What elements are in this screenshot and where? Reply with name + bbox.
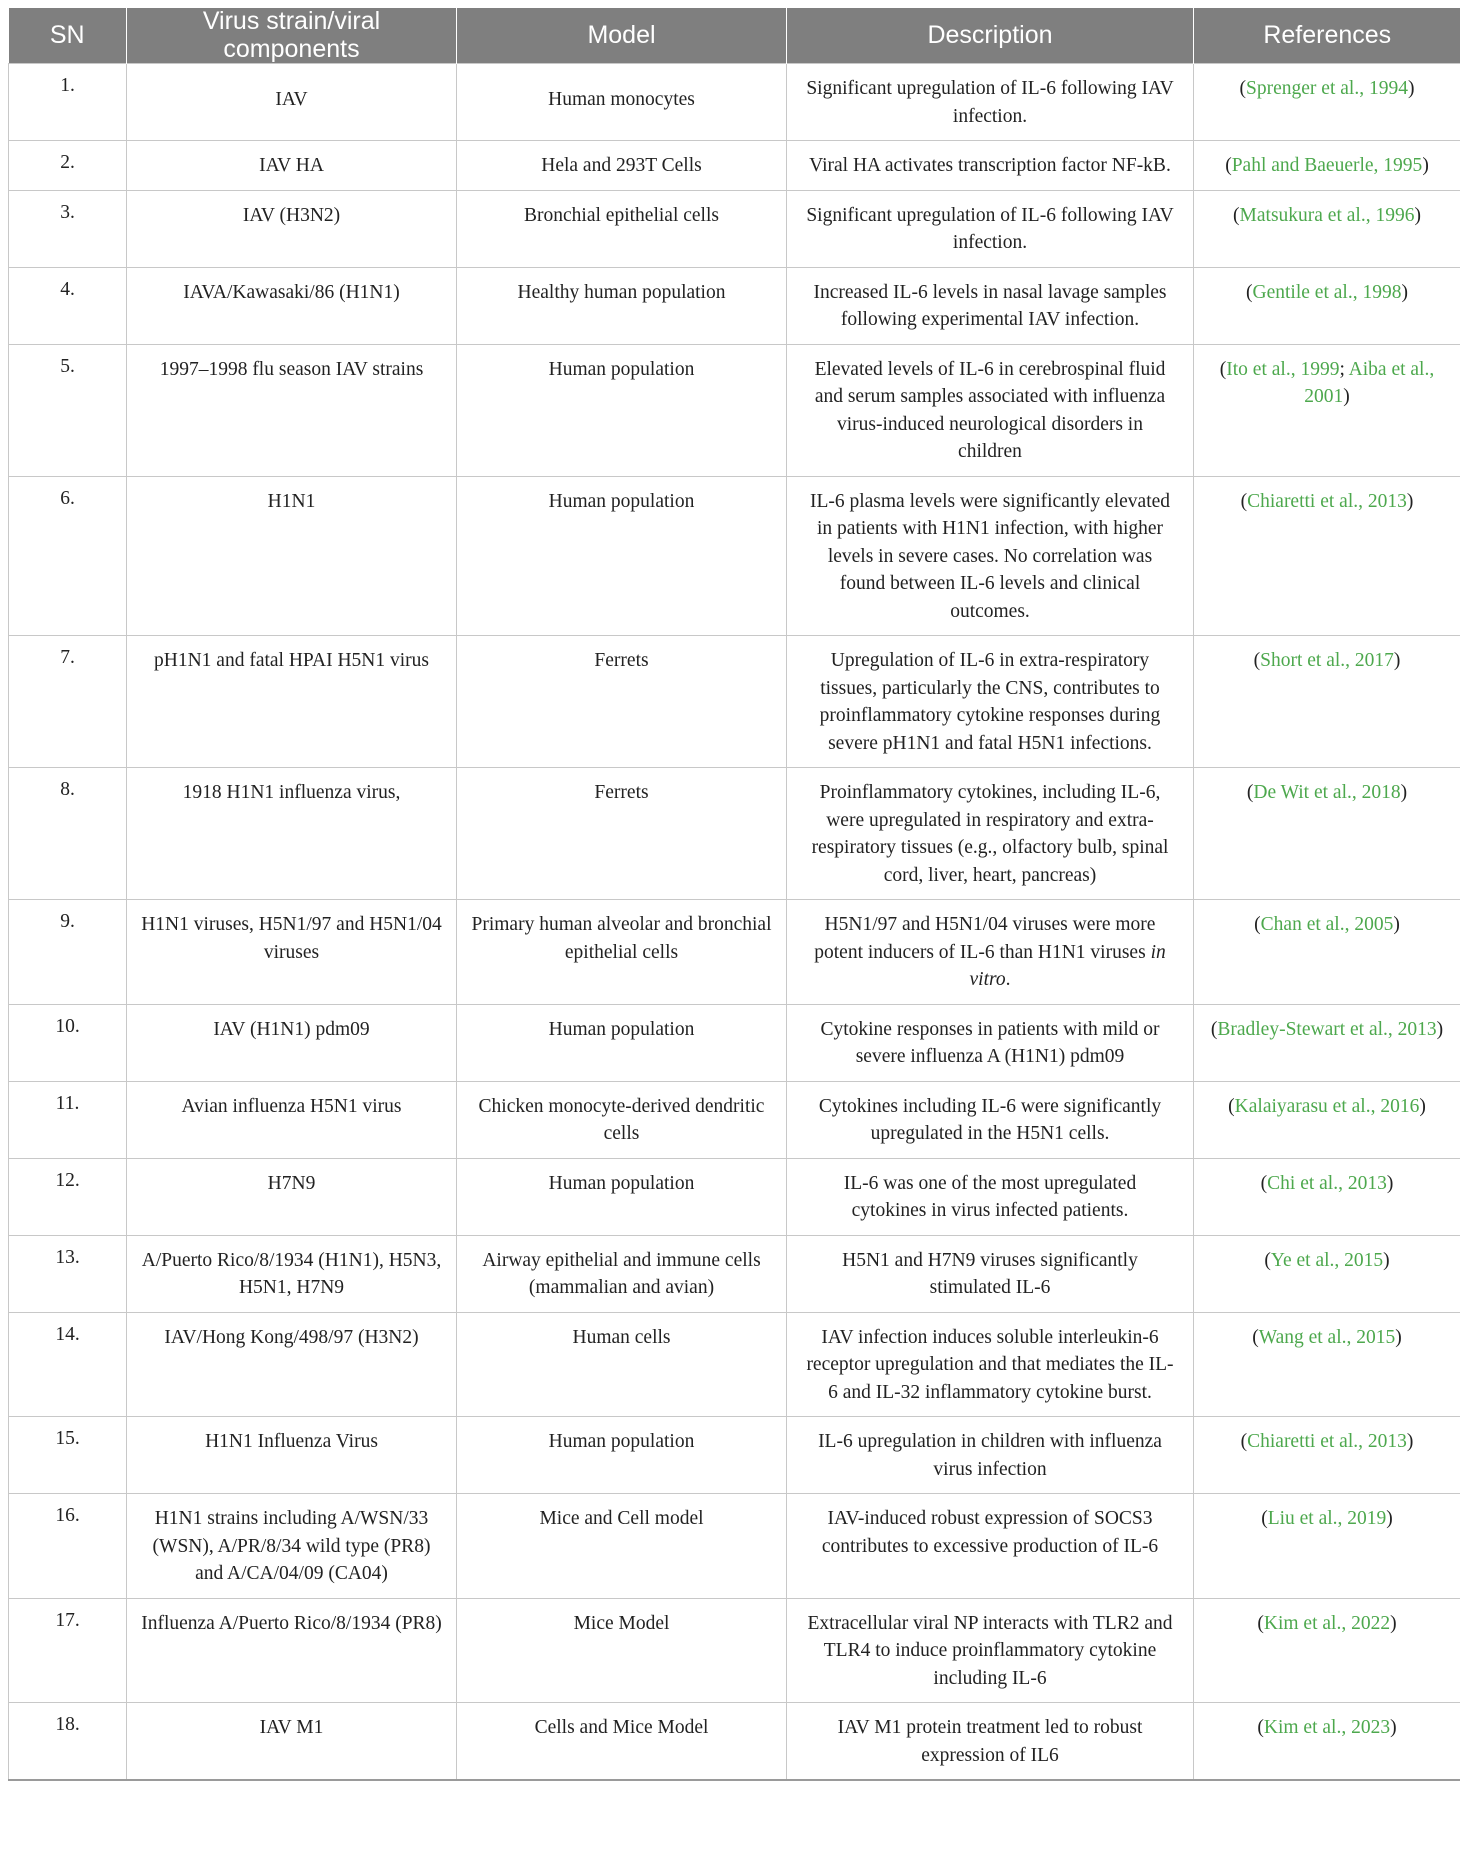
sn-cell: 5. bbox=[9, 344, 127, 476]
model-cell: Human population bbox=[457, 476, 787, 636]
table-container bbox=[8, 8, 1460, 1781]
description-cell bbox=[787, 1417, 1194, 1494]
reference-cell: (Chiaretti et al., 2013) bbox=[1194, 476, 1460, 636]
reference-cell: (Kalaiyarasu et al., 2016) bbox=[1194, 1081, 1460, 1158]
reference-cell: (Chi et al., 2013) bbox=[1194, 1158, 1460, 1235]
description-text: IAV-induced robust expression of SOCS3 contributes to excessive production of IL-6 bbox=[821, 1508, 1159, 1557]
reference-cell: (Pahl and Baeuerle, 1995) bbox=[1194, 141, 1460, 191]
model-cell: Hela and 293T Cells bbox=[457, 141, 787, 191]
model-cell: Human population bbox=[457, 1417, 787, 1494]
reference-link[interactable]: Ito et al., 1999 bbox=[1226, 358, 1340, 380]
reference-cell: (Short et al., 2017) bbox=[1194, 636, 1460, 768]
virus-cell: H7N9 bbox=[127, 1158, 457, 1235]
reference-cell: (Bradley-Stewart et al., 2013) bbox=[1194, 1004, 1460, 1081]
description-italic: in vitro bbox=[969, 941, 1166, 990]
header-virus-strain: Virus strain/viral components bbox=[127, 8, 457, 64]
reference-cell: (Ye et al., 2015) bbox=[1194, 1235, 1460, 1312]
model-cell: Ferrets bbox=[457, 768, 787, 900]
virus-cell: H1N1 strains including A/WSN/33 (WSN), A/PR/8/34 wild type (PR8) and A/CA/04/09 (CA04) bbox=[127, 1494, 457, 1599]
table-row bbox=[9, 1004, 1460, 1081]
reference-link[interactable]: Pahl and Baeuerle, 1995 bbox=[1231, 155, 1423, 176]
table-row bbox=[9, 1417, 1460, 1494]
sn-cell: 2. bbox=[9, 141, 127, 191]
reference-cell: (De Wit et al., 2018) bbox=[1194, 768, 1460, 900]
virus-cell: Avian influenza H5N1 virus bbox=[127, 1081, 457, 1158]
description-text: H5N1 and H7N9 viruses significantly stimulated IL-6 bbox=[842, 1249, 1138, 1298]
reference-link[interactable]: Wang et al., 2015 bbox=[1258, 1326, 1396, 1348]
virus-cell: A/Puerto Rico/8/1934 (H1N1), H5N3, H5N1, H7N9 bbox=[127, 1235, 457, 1312]
description-text: Cytokine responses in patients with mild or severe influenza A (H1N1) pdm09 bbox=[820, 1018, 1160, 1067]
description-cell bbox=[787, 1081, 1194, 1158]
model-cell: Human population bbox=[457, 1158, 787, 1235]
table-body bbox=[9, 64, 1460, 1781]
sn-cell: 12. bbox=[9, 1158, 127, 1235]
reference-link[interactable]: Kalaiyarasu et al., 2016 bbox=[1234, 1095, 1420, 1117]
description-cell bbox=[787, 636, 1194, 768]
header-sn: SN bbox=[9, 8, 127, 64]
description-cell bbox=[787, 900, 1194, 1005]
sn-cell: 18. bbox=[9, 1703, 127, 1781]
table-row bbox=[9, 1081, 1460, 1158]
table-header bbox=[9, 8, 1460, 64]
virus-cell: IAV M1 bbox=[127, 1703, 457, 1781]
sn-cell: 13. bbox=[9, 1235, 127, 1312]
model-cell: Human population bbox=[457, 344, 787, 476]
description-cell bbox=[787, 476, 1194, 636]
reference-cell: (Kim et al., 2022) bbox=[1194, 1598, 1460, 1703]
description-cell bbox=[787, 1004, 1194, 1081]
model-cell: Bronchial epithelial cells bbox=[457, 190, 787, 267]
reference-link[interactable]: Matsukura et al., 1996 bbox=[1239, 204, 1415, 226]
table-row bbox=[9, 636, 1460, 768]
reference-cell: (Chiaretti et al., 2013) bbox=[1194, 1417, 1460, 1494]
sn-cell: 17. bbox=[9, 1598, 127, 1703]
virus-cell: H1N1 Influenza Virus bbox=[127, 1417, 457, 1494]
reference-link[interactable]: Aiba et al., 2001 bbox=[1304, 358, 1435, 407]
model-cell: Ferrets bbox=[457, 636, 787, 768]
description-text: H5N1/97 and H5N1/04 viruses were more potent inducers of IL-6 than H1N1 viruses bbox=[814, 914, 1156, 963]
table-row bbox=[9, 1598, 1460, 1703]
header-description: Description bbox=[787, 8, 1194, 64]
table-row bbox=[9, 768, 1460, 900]
description-text: Elevated levels of IL-6 in cerebrospinal fluid and serum samples associated with influenza virus-induced neurological disorders in children bbox=[814, 358, 1166, 462]
table-row bbox=[9, 900, 1460, 1005]
reference-link[interactable]: Kim et al., 2022 bbox=[1263, 1612, 1391, 1634]
sn-cell: 8. bbox=[9, 768, 127, 900]
description-text: Significant upregulation of IL-6 following IAV infection. bbox=[806, 204, 1174, 253]
header-row bbox=[9, 8, 1460, 64]
table-row bbox=[9, 1494, 1460, 1599]
description-cell bbox=[787, 1598, 1194, 1703]
virus-cell: IAV HA bbox=[127, 141, 457, 191]
reference-link[interactable]: Chiaretti et al., 2013 bbox=[1247, 490, 1407, 512]
table-row bbox=[9, 190, 1460, 267]
model-cell: Human cells bbox=[457, 1312, 787, 1417]
model-cell: Human population bbox=[457, 1004, 787, 1081]
reference-cell: (Kim et al., 2023) bbox=[1194, 1703, 1460, 1781]
table-row bbox=[9, 1235, 1460, 1312]
data-table bbox=[8, 8, 1460, 1781]
description-cell bbox=[787, 141, 1194, 191]
description-cell bbox=[787, 190, 1194, 267]
reference-link[interactable]: Sprenger et al., 1994 bbox=[1246, 78, 1408, 99]
sn-cell: 6. bbox=[9, 476, 127, 636]
sn-cell: 16. bbox=[9, 1494, 127, 1599]
model-cell: Mice and Cell model bbox=[457, 1494, 787, 1599]
description-text: Cytokines including IL-6 were significantly upregulated in the H5N1 cells. bbox=[818, 1095, 1162, 1144]
reference-link[interactable]: Bradley-Stewart et al., 2013 bbox=[1217, 1018, 1437, 1040]
description-text: Upregulation of IL-6 in extra-respiratory tissues, particularly the CNS, contributes to proinflammatory cytokine responses during severe pH1N1 and fatal H5N1 infections. bbox=[819, 650, 1161, 754]
virus-cell: 1918 H1N1 influenza virus, bbox=[127, 768, 457, 900]
description-end: . bbox=[1005, 969, 1011, 990]
description-text: IAV M1 protein treatment led to robust expression of IL6 bbox=[837, 1717, 1143, 1766]
reference-cell: (Liu et al., 2019) bbox=[1194, 1494, 1460, 1599]
reference-cell: (Sprenger et al., 1994) bbox=[1194, 64, 1460, 141]
reference-link[interactable]: Ye et al., 2015 bbox=[1270, 1249, 1384, 1271]
model-cell: Healthy human population bbox=[457, 267, 787, 344]
virus-cell: pH1N1 and fatal HPAI H5N1 virus bbox=[127, 636, 457, 768]
virus-cell: IAV (H1N1) pdm09 bbox=[127, 1004, 457, 1081]
description-text: IL-6 was one of the most upregulated cytokines in virus infected patients. bbox=[843, 1172, 1137, 1221]
description-text: Significant upregulation of IL-6 following IAV infection. bbox=[806, 78, 1174, 127]
virus-cell: Influenza A/Puerto Rico/8/1934 (PR8) bbox=[127, 1598, 457, 1703]
table-row bbox=[9, 476, 1460, 636]
virus-cell: IAVA/Kawasaki/86 (H1N1) bbox=[127, 267, 457, 344]
sn-cell: 4. bbox=[9, 267, 127, 344]
description-text: IAV infection induces soluble interleukin-6 receptor upregulation and that mediates the IL-6 and IL-32 inflammatory cytokine burst. bbox=[806, 1326, 1174, 1403]
description-cell bbox=[787, 768, 1194, 900]
description-text: Proinflammatory cytokines, including IL-6, were upregulated in respiratory and extra-respiratory tissues (e.g., olfactory bulb, spinal cord, liver, heart, pancreas) bbox=[811, 782, 1169, 886]
sn-cell: 14. bbox=[9, 1312, 127, 1417]
description-text: IL-6 plasma levels were significantly elevated in patients with H1N1 infection, with higher levels in severe cases. No correlation was found between IL-6 levels and clinical outcomes. bbox=[809, 490, 1171, 622]
reference-link[interactable]: Chiaretti et al., 2013 bbox=[1247, 1431, 1407, 1452]
description-text: Increased IL-6 levels in nasal lavage samples following experimental IAV infection. bbox=[813, 281, 1167, 330]
model-cell: Primary human alveolar and bronchial epithelial cells bbox=[457, 900, 787, 1005]
table-row bbox=[9, 64, 1460, 141]
reference-cell: (Matsukura et al., 1996) bbox=[1194, 190, 1460, 267]
reference-link[interactable]: Kim et al., 2023 bbox=[1263, 1717, 1391, 1738]
description-text: Extracellular viral NP interacts with TLR2 and TLR4 to induce proinflammatory cytokine including IL-6 bbox=[807, 1612, 1173, 1689]
description-cell bbox=[787, 1235, 1194, 1312]
sn-cell: 10. bbox=[9, 1004, 127, 1081]
table-row bbox=[9, 267, 1460, 344]
reference-link[interactable]: Gentile et al., 1998 bbox=[1252, 281, 1402, 303]
description-cell bbox=[787, 1494, 1194, 1599]
reference-link[interactable]: Liu et al., 2019 bbox=[1267, 1508, 1387, 1529]
reference-cell: (Gentile et al., 1998) bbox=[1194, 267, 1460, 344]
model-cell: Cells and Mice Model bbox=[457, 1703, 787, 1781]
model-cell: Human monocytes bbox=[457, 64, 787, 141]
description-cell bbox=[787, 64, 1194, 141]
reference-link[interactable]: Chan et al., 2005 bbox=[1260, 914, 1394, 935]
table-row bbox=[9, 141, 1460, 191]
table-row bbox=[9, 344, 1460, 476]
virus-cell: H1N1 viruses, H5N1/97 and H5N1/04 viruses bbox=[127, 900, 457, 1005]
virus-cell: IAV (H3N2) bbox=[127, 190, 457, 267]
description-cell bbox=[787, 1158, 1194, 1235]
description-text: Viral HA activates transcription factor NF-kB. bbox=[809, 155, 1171, 176]
virus-cell: IAV/Hong Kong/498/97 (H3N2) bbox=[127, 1312, 457, 1417]
reference-link[interactable]: Short et al., 2017 bbox=[1260, 650, 1394, 671]
model-cell: Mice Model bbox=[457, 1598, 787, 1703]
description-cell bbox=[787, 267, 1194, 344]
model-cell: Airway epithelial and immune cells (mammalian and avian) bbox=[457, 1235, 787, 1312]
description-text: IL-6 upregulation in children with influenza virus infection bbox=[818, 1431, 1162, 1480]
sn-cell: 1. bbox=[9, 64, 127, 141]
sn-cell: 3. bbox=[9, 190, 127, 267]
header-model: Model bbox=[457, 8, 787, 64]
reference-link[interactable]: De Wit et al., 2018 bbox=[1253, 782, 1401, 803]
sn-cell: 11. bbox=[9, 1081, 127, 1158]
sn-cell: 15. bbox=[9, 1417, 127, 1494]
reference-link[interactable]: Chi et al., 2013 bbox=[1267, 1172, 1387, 1194]
table-row bbox=[9, 1703, 1460, 1781]
header-references: References bbox=[1194, 8, 1460, 64]
model-cell: Chicken monocyte-derived dendritic cells bbox=[457, 1081, 787, 1158]
description-cell bbox=[787, 1703, 1194, 1781]
sn-cell: 7. bbox=[9, 636, 127, 768]
virus-cell: IAV bbox=[127, 64, 457, 141]
table-row bbox=[9, 1158, 1460, 1235]
description-cell bbox=[787, 344, 1194, 476]
reference-cell: (Ito et al., 1999; Aiba et al., 2001) bbox=[1194, 344, 1460, 476]
virus-cell: 1997–1998 flu season IAV strains bbox=[127, 344, 457, 476]
sn-cell: 9. bbox=[9, 900, 127, 1005]
virus-cell: H1N1 bbox=[127, 476, 457, 636]
reference-cell: (Wang et al., 2015) bbox=[1194, 1312, 1460, 1417]
reference-cell: (Chan et al., 2005) bbox=[1194, 900, 1460, 1005]
description-cell bbox=[787, 1312, 1194, 1417]
table-row bbox=[9, 1312, 1460, 1417]
